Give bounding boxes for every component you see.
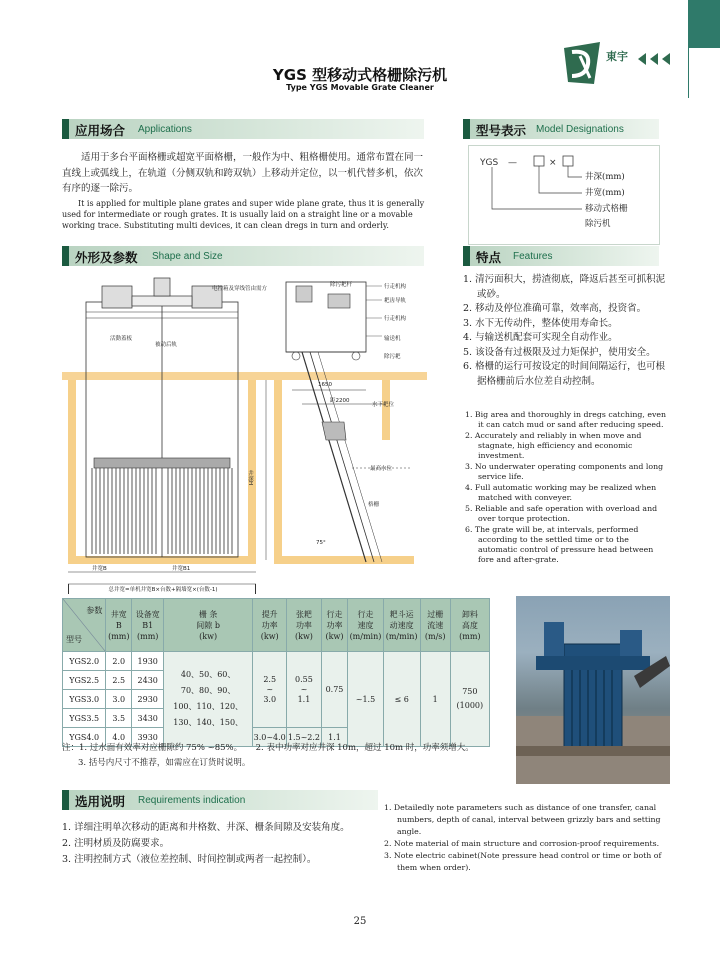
table-cell: 3430: [132, 709, 164, 728]
feature-item-en: 1. Big area and thoroughly in dregs catching, even it can catch mud or sand after reducing speed.: [465, 410, 666, 429]
features-header: [463, 246, 659, 266]
applications-text-cn: 适用于多台平面格栅或超宽平面格栅，一般作为中、粗格栅使用。通常布置在同一直线上或弧线上，在轨道（分侧双轨和跨双轨）上移动并定位，以一机代替多机，依次有序的逐一除污。: [62, 152, 424, 194]
table-corner-param: 参数: [86, 606, 103, 615]
features-title-cn: 特点: [476, 250, 502, 265]
spec-table: [62, 598, 490, 747]
applications-text-en: It is applied for multiple plane grates and super wide plane grate, thus it is generally used for intermediate or rough grates. It is usually laid on a straight line or a movable working trace. Substituting multi devices, it can clean dregs in turn and orderly.: [62, 199, 425, 230]
table-cell-travel-speed: ~1.5: [348, 652, 383, 747]
front-label-total: 总井宽=单机井宽B×台数+隔墙宽×(台数-1): [108, 587, 218, 593]
feature-item-cn: 5. 该设备有过极限及过力矩保护，使用安全。: [463, 346, 656, 358]
model-title-cn: 型号表示: [476, 123, 527, 138]
table-cell: YGS3.0: [63, 690, 106, 709]
feature-item-cn: 2. 移动及停位准确可靠，效率高，投资省。: [463, 303, 647, 314]
front-label-cover: 活動蓋板: [110, 336, 133, 342]
side-label-conveyor: 输送机: [384, 336, 401, 342]
model-title-en: Model Designations: [536, 124, 624, 135]
table-cell: YGS2.5: [63, 671, 106, 690]
table-cell: 3.5: [106, 709, 132, 728]
side-label-rack: 耙齿导轨: [384, 298, 407, 304]
features-list-en: [465, 410, 669, 566]
gap-value: 70、80、90、: [180, 686, 236, 695]
feature-item-en: 3. No underwater operating components and long service life.: [465, 462, 664, 481]
table-header: 设备宽 B1 (mm): [132, 599, 164, 652]
model-label-width: 井宽(mm): [585, 188, 625, 198]
requirement-item-en: 1. Detailedly note parameters such as distance of one transfer, canal numbers, depth of canal, interval between grizzly bars and setting angle.: [384, 803, 661, 836]
page-number: 25: [353, 916, 367, 927]
table-cell-lift-last: 3.0~4.0: [253, 728, 287, 747]
requirements-title-cn: 选用说明: [75, 794, 126, 809]
table-header: 井宽 B (mm): [106, 599, 132, 652]
model-prefix: YGS: [480, 158, 499, 168]
table-cell: 2.0: [106, 652, 132, 671]
requirements-header: [62, 790, 378, 810]
feature-item-cn: 3. 水下无传动件，整体使用寿命长。: [463, 317, 618, 329]
arrow-left-icons: [636, 52, 682, 66]
side-label-level: 最高水位: [370, 466, 393, 472]
requirement-item-en: 2. Note material of main structure and corrosion-proof requirements.: [384, 839, 660, 848]
table-cell: 3930: [132, 728, 164, 747]
applications-title-cn: 应用场合: [75, 123, 126, 138]
front-view-drawing: [62, 272, 262, 596]
table-cell: 2430: [132, 671, 164, 690]
front-label-platform: 被动后轨: [155, 342, 178, 348]
features-list-cn: [463, 273, 669, 389]
table-cell-discharge: 750 (1000): [450, 652, 489, 747]
front-label-width-b: 井宽B: [92, 566, 107, 572]
requirement-item-cn: 3. 注明控制方式（液位差控制、时间控制或两者一起控制）。: [62, 854, 317, 865]
table-header: 栅 条 间隙 b (kw): [164, 599, 253, 652]
table-header: 提升 功率 (kw): [253, 599, 287, 652]
section-marker: [463, 119, 470, 139]
front-label-width-b1: 井宽B1: [172, 566, 191, 572]
model-header: [463, 119, 659, 139]
side-label-motor: 电控箱及穿线管由需方: [212, 286, 268, 292]
applications-header: [62, 119, 424, 139]
model-dash: —: [508, 158, 517, 168]
table-note-2: 3. 括号内尺寸不推荐，如需应在订货时说明。: [78, 758, 251, 768]
table-cell: 1930: [132, 652, 164, 671]
side-label-water: 水下耙位: [372, 402, 395, 408]
feature-item-cn: 1. 清污面积大，捞渣彻底，降返后甚至可抓积泥或砂。: [463, 274, 666, 300]
table-cell-travel-last: 1.1: [321, 728, 348, 747]
corner-decoration: [688, 0, 720, 48]
table-cell-flow: 1: [420, 652, 450, 747]
model-label-type: 移动式格栅: [585, 204, 628, 214]
features-title-en: Features: [513, 251, 553, 262]
logo-text: 東宇: [606, 50, 628, 63]
gap-value: 130、140、150、: [173, 718, 244, 727]
table-cell-gaps: [164, 652, 253, 747]
applications-title-en: Applications: [138, 124, 192, 135]
side-label-guide: 除污耙: [384, 354, 401, 360]
requirement-item-en: 3. Note electric cabinet(Note pressure head control or time or both of them when order).: [384, 851, 662, 872]
feature-item-en: 2. Accurately and reliably in when move and stagnate, high efficiency and economic investment.: [465, 431, 642, 460]
table-cell: YGS2.0: [63, 652, 106, 671]
page-subtitle: Type YGS Movable Grate Cleaner: [286, 83, 434, 92]
table-header: 卸料 高度 (mm): [450, 599, 489, 652]
side-label-hook: 除污耙杆: [330, 282, 353, 288]
feature-item-cn: 4. 与输送机配套可实现全自动作业。: [463, 332, 618, 343]
feature-item-en: 4. Full automatic working may be realized when matched with conveyer.: [465, 483, 657, 502]
requirements-title-en: Requirements indication: [138, 795, 246, 806]
side-label-width: 1650: [318, 382, 332, 388]
shape-title-cn: 外形及参数: [75, 250, 138, 265]
shape-title-en: Shape and Size: [152, 251, 223, 262]
table-cell-lift: 2.5 ~ 3.0: [253, 652, 287, 728]
section-marker: [463, 246, 470, 266]
table-cell: 2.5: [106, 671, 132, 690]
section-marker: [62, 119, 69, 139]
requirements-list-en: [384, 802, 670, 874]
requirement-item-cn: 1. 详细注明单次移动的距离和井格数、井深、栅条间隙及安装角度。: [62, 822, 350, 833]
model-label-cleaner: 除污机: [585, 219, 611, 229]
side-label-rail: 行走机构: [384, 284, 407, 290]
side-label-depth: 井深H: [247, 470, 253, 486]
corner-line: [688, 48, 689, 98]
page-title: YGS 型移动式格栅除污机: [272, 66, 448, 84]
table-note-1: 注：1. 过水面有效率对应栅隙约 75% ~85%。 2. 表中功率对应井深 10m，超过 10m 时，功率须增大。: [62, 743, 474, 753]
table-corner-model: 型号: [66, 635, 82, 644]
requirements-list-cn: [62, 820, 362, 868]
feature-item-cn: 6. 格栅的运行可按设定的时间间隔运行，也可根据格栅前后水位差自动控制。: [463, 361, 666, 387]
company-logo: [560, 38, 636, 88]
table-header: 耙斗运 动速度 (m/min): [383, 599, 420, 652]
model-label-depth: 井深(mm): [585, 172, 625, 182]
table-cell-rake: 0.55 ~ 1.1: [287, 652, 321, 728]
model-times: ×: [549, 158, 557, 168]
table-cell: YGS4.0: [63, 728, 106, 747]
table-cell-travel: 0.75: [321, 652, 348, 728]
table-header: 张耙 功率 (kw): [287, 599, 321, 652]
table-cell: 3.0: [106, 690, 132, 709]
side-label-drive: 行走机构: [384, 316, 407, 322]
table-cell: 4.0: [106, 728, 132, 747]
gap-value: 100、110、120、: [173, 702, 244, 711]
side-label-tilt: 75°: [316, 540, 326, 546]
side-label-grate: 格栅: [368, 502, 380, 508]
model-diagram: [468, 145, 658, 243]
section-marker: [62, 790, 69, 810]
section-marker: [62, 246, 69, 266]
table-cell-rake-last: 1.5~2.2: [287, 728, 321, 747]
photo-machine-shape: [516, 596, 670, 784]
table-cell: YGS3.5: [63, 709, 106, 728]
table-cell: 2930: [132, 690, 164, 709]
table-header: 行走 功率 (kw): [321, 599, 348, 652]
requirement-item-cn: 2. 注明材质及防腐要求。: [62, 838, 170, 849]
table-corner: [63, 599, 106, 652]
table-cell-bucket-speed: ≤ 6: [383, 652, 420, 747]
gap-value: 40、50、60、: [180, 670, 236, 679]
side-label-distance: 距2200: [330, 398, 350, 404]
table-header: 行走 速度 (m/min): [348, 599, 383, 652]
shape-header: [62, 246, 424, 266]
table-row: [63, 652, 490, 671]
product-photo: [516, 596, 670, 784]
feature-item-en: 5. Reliable and safe operation with overload and over torque protection.: [465, 504, 658, 523]
table-header: 过栅 流速 (m/s): [420, 599, 450, 652]
feature-item-en: 6. The grate will be, at intervals, performed according to the settled time or to the automatic control of pressure head between fore and after-grate.: [465, 525, 654, 564]
